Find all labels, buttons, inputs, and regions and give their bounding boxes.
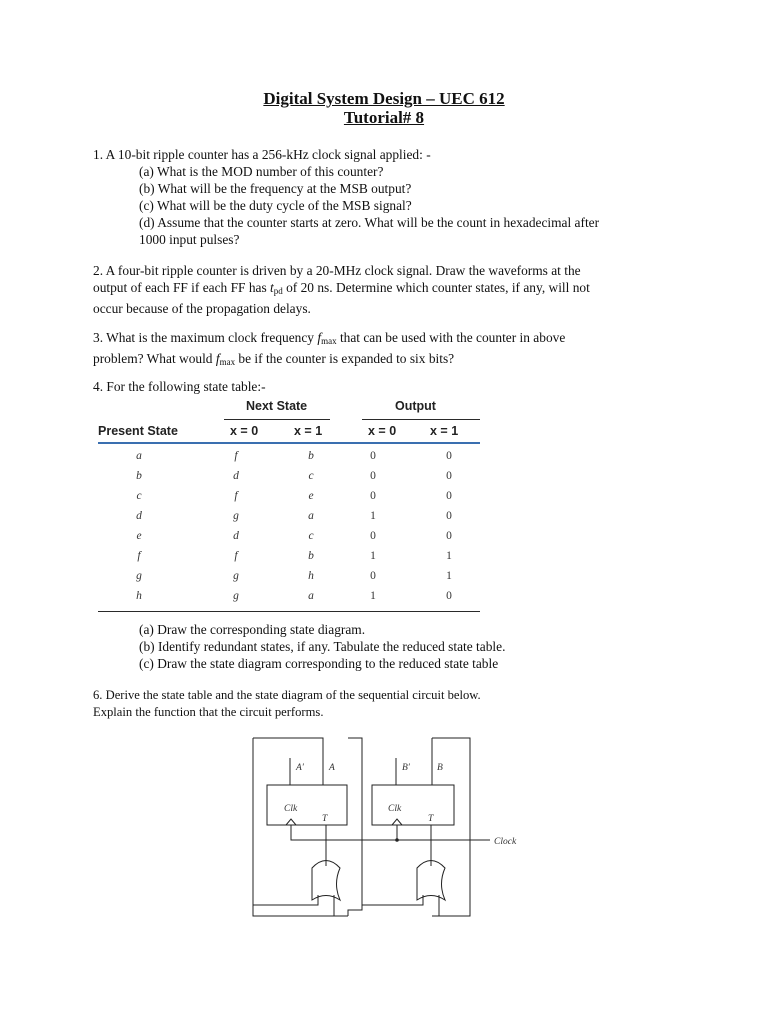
state-table-cell-n1: e <box>308 490 314 502</box>
q3-line-2: problem? What would $f_{max}$ be if the counter is expanded to six bits? <box>93 351 455 367</box>
state-table-cell-o1: 0 <box>446 490 452 502</box>
question-2 <box>93 262 683 317</box>
label-t-b: T <box>428 814 434 824</box>
q6-line-1: 6. Derive the state table and the state diagram of the sequential circuit below. <box>93 688 481 702</box>
state-table-cell-o1: 0 <box>446 510 452 522</box>
state-table-cell-o0: 0 <box>370 530 376 542</box>
state-table-cell-present: g <box>136 570 142 582</box>
state-table-cell-o1: 1 <box>446 570 452 582</box>
table-bottom-rule <box>98 611 480 612</box>
header-present-state: Present State <box>98 424 178 438</box>
state-table-cell-n0: g <box>233 510 239 522</box>
state-table-cell-o0: 0 <box>370 470 376 482</box>
output-rule <box>362 419 480 420</box>
state-table-cell-present: a <box>136 450 142 462</box>
document-title: Digital System Design – UEC 612 <box>263 89 505 108</box>
header-output: Output <box>395 399 436 413</box>
question-3 <box>93 329 683 371</box>
state-table-cell-n1: a <box>308 590 314 602</box>
state-table-cell-present: c <box>136 490 142 502</box>
flip-flop-b <box>372 785 454 825</box>
header-output-x1: x = 1 <box>430 424 459 438</box>
clock-junction <box>395 838 399 842</box>
q4-part-b: (b) Identify redundant states, if any. Tabulate the reduced state table. <box>139 639 506 654</box>
label-clk-a: Clk <box>284 804 298 814</box>
q2-line-3: occur because of the propagation delays. <box>93 301 311 316</box>
question-6 <box>93 687 683 721</box>
label-clk-b: Clk <box>388 804 402 814</box>
state-table-cell-o1: 0 <box>446 450 452 462</box>
state-table-cell-o0: 1 <box>370 510 376 522</box>
label-clock: Clock <box>494 837 517 847</box>
q1-part-a: (a) What is the MOD number of this counter? <box>139 164 384 179</box>
header-separator <box>98 442 480 444</box>
q4-part-a: (a) Draw the corresponding state diagram. <box>139 622 366 637</box>
q1-part-c: (c) What will be the duty cycle of the MSB signal? <box>139 198 412 213</box>
state-table-cell-o1: 1 <box>446 550 452 562</box>
next-state-rule <box>224 419 330 420</box>
state-table-cell-n0: d <box>233 470 239 482</box>
q2-line-1: 2. A four-bit ripple counter is driven by a 20-MHz clock signal. Draw the waveforms at the <box>93 263 581 278</box>
label-a-prime: A′ <box>296 763 304 773</box>
label-b-prime: B′ <box>402 763 410 773</box>
label-a: A <box>329 763 335 773</box>
state-table-cell-o0: 1 <box>370 590 376 602</box>
state-table-cell-n1: c <box>308 530 314 542</box>
state-table-cell-n1: b <box>308 550 314 562</box>
state-table-cell-n1: b <box>308 450 314 462</box>
or-gate-b <box>417 861 445 901</box>
q3-line-1: 3. What is the maximum clock frequency $f_{max}$ that can be used with the counter in above <box>93 330 566 346</box>
label-b: B <box>437 763 443 773</box>
sequential-circuit-diagram <box>250 735 530 925</box>
state-table-cell-n0: f <box>234 550 238 562</box>
question-4-intro: 4. For the following state table:- <box>93 379 266 394</box>
label-t-a: T <box>322 814 328 824</box>
state-table-cell-o1: 0 <box>446 530 452 542</box>
q1-text: 1. A 10-bit ripple counter has a 256-kHz clock signal applied: - <box>93 147 431 162</box>
wire-cross <box>348 738 362 916</box>
or-gate-a <box>312 861 340 901</box>
or-b-in-left <box>362 895 423 905</box>
state-table-cell-present: b <box>136 470 142 482</box>
state-table-cell-o0: 0 <box>370 450 376 462</box>
q1-part-d: (d) Assume that the counter starts at zero. What will be the count in hexadecimal after <box>139 215 600 230</box>
header-next-x1: x = 1 <box>294 424 323 438</box>
state-table-cell-present: e <box>136 530 142 542</box>
q2-line-2: output of each FF if each FF has $t_{pd}$ of 20 ns. Determine which counter states, if any, will not <box>93 280 590 296</box>
state-table-cell-n0: d <box>233 530 239 542</box>
state-table-cell-n1: h <box>308 570 314 582</box>
question-4-parts <box>93 621 683 672</box>
state-table-cell-n1: a <box>308 510 314 522</box>
question-1 <box>93 146 683 248</box>
q1-part-d-cont: 1000 input pulses? <box>139 232 240 247</box>
state-table-cell-o1: 0 <box>446 470 452 482</box>
or-a-in-left <box>253 895 318 905</box>
q6-line-2: Explain the function that the circuit performs. <box>93 705 324 719</box>
state-table-cell-o0: 0 <box>370 570 376 582</box>
clock-line <box>291 825 490 840</box>
state-table-cell-n0: f <box>234 450 238 462</box>
state-table-cell-o0: 1 <box>370 550 376 562</box>
header-next-x0: x = 0 <box>230 424 259 438</box>
clk-triangle-a <box>286 819 296 825</box>
state-table-cell-present: d <box>136 510 142 522</box>
q4-part-c: (c) Draw the state diagram corresponding to the reduced state table <box>139 656 499 671</box>
state-table <box>98 398 480 613</box>
header-output-x0: x = 0 <box>368 424 397 438</box>
state-table-cell-o0: 0 <box>370 490 376 502</box>
state-table-cell-n0: g <box>233 590 239 602</box>
clk-triangle-b <box>392 819 402 825</box>
flip-flop-a <box>267 785 347 825</box>
state-table-cell-n0: f <box>234 490 238 502</box>
state-table-cell-o1: 0 <box>446 590 452 602</box>
state-table-cell-n0: g <box>233 570 239 582</box>
state-table-cell-n1: c <box>308 470 314 482</box>
wire-a-feedback <box>253 738 323 785</box>
q1-part-b: (b) What will be the frequency at the MSB output? <box>139 181 412 196</box>
document-subtitle: Tutorial# 8 <box>343 108 425 127</box>
header-next-state: Next State <box>246 399 308 413</box>
state-table-cell-present: f <box>137 550 141 562</box>
state-table-cell-present: h <box>136 590 142 602</box>
